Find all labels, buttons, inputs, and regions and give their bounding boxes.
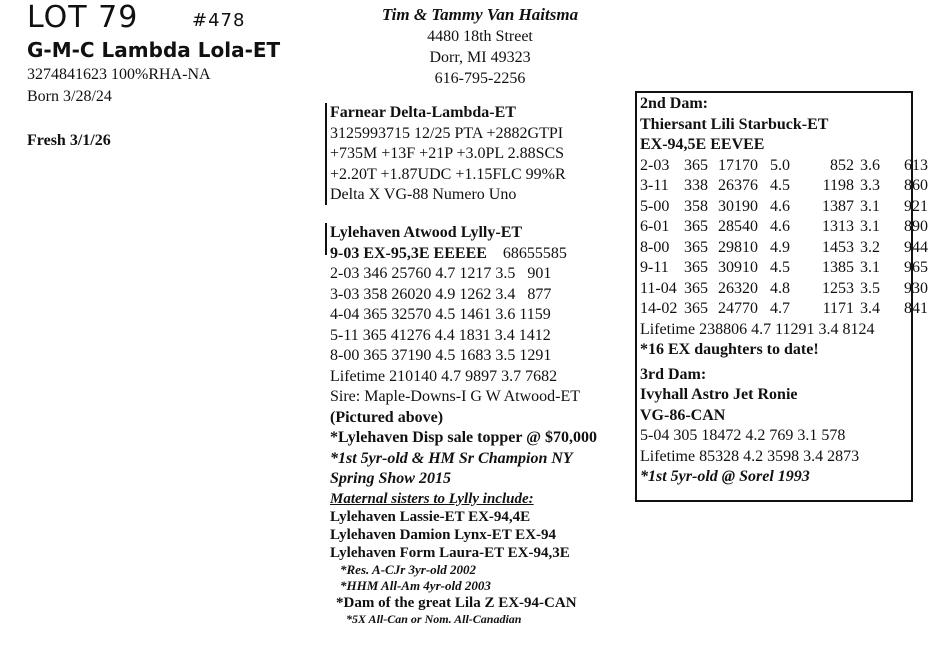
dam-champion-line: Spring Show 2015 — [330, 470, 451, 487]
third-dam-lifetime: Lifetime 85328 4.2 3598 3.4 2873 — [640, 447, 860, 465]
record-cell: 1385 — [822, 259, 854, 276]
lot-label: LOT 79 — [27, 0, 139, 35]
second-dam-heading: 2nd Dam: — [640, 95, 709, 112]
record-cell: 365 — [684, 238, 708, 256]
sister-item: Lylehaven Form Laura-ET EX-94,3E — [330, 544, 570, 561]
owner-phone: 616-795-2256 — [434, 70, 526, 87]
record-cell: 11-04 — [640, 279, 677, 297]
sire-bracket-line — [325, 103, 327, 205]
record-cell: 28540 — [718, 218, 758, 235]
dam-pictured: (Pictured above) — [330, 408, 444, 426]
dam-record: 3-03 358 26020 4.9 1262 3.4 877 — [330, 285, 552, 303]
record-cell: 613 — [904, 156, 928, 174]
record-cell: 365 — [684, 300, 708, 317]
record-cell: 30910 — [718, 259, 758, 276]
second-dam-record — [640, 197, 928, 218]
sister-item: Lylehaven Lassie-ET EX-94,4E — [330, 508, 531, 525]
record-cell: 8-00 — [640, 238, 670, 256]
second-dam-records — [640, 156, 928, 320]
record-cell: 921 — [904, 197, 928, 215]
record-cell: 1313 — [822, 218, 854, 235]
third-dam-classification: VG-86-CAN — [640, 406, 726, 424]
record-cell: 3.1 — [860, 259, 880, 276]
record-cell: 365 — [684, 279, 708, 297]
sire-block — [330, 103, 566, 206]
record-cell: 14-02 — [640, 300, 678, 317]
registration-line: 3274841623 100%RHA-NA — [27, 66, 211, 83]
sister-item: Lylehaven Damion Lynx-ET EX-94 — [330, 526, 557, 543]
dam-bracket-line — [325, 223, 327, 255]
owner-address2: Dorr, MI 49323 — [429, 49, 531, 66]
lot-number: #478 — [192, 10, 246, 31]
record-cell: 860 — [904, 177, 928, 194]
record-cell: 890 — [904, 218, 928, 235]
second-dam-name: Thiersant Lili Starbuck-ET — [640, 115, 829, 133]
second-dam-note: *16 EX daughters to date! — [640, 341, 819, 358]
second-dam-lifetime: Lifetime 238806 4.7 11291 3.4 8124 — [640, 320, 875, 338]
record-cell: 17170 — [718, 156, 758, 174]
record-cell: 358 — [684, 197, 708, 215]
dam-reg-number: 68655585 — [502, 244, 567, 262]
second-dam-record — [640, 217, 928, 238]
dam-record: 4-04 365 32570 4.5 1461 3.6 1159 — [330, 306, 551, 323]
owner-name: Tim & Tammy Van Haitsma — [381, 5, 579, 24]
record-cell: 1198 — [822, 177, 854, 194]
record-cell: 4.9 — [770, 238, 790, 256]
record-cell: 365 — [684, 218, 708, 235]
second-dam-record — [640, 156, 928, 177]
dam-name: Lylehaven Atwood Lylly-ET — [330, 224, 523, 241]
second-dam-record — [640, 238, 928, 259]
dam-record: 2-03 346 25760 4.7 1217 3.5 901 — [330, 265, 552, 282]
cow-name: G-M-C Lambda Lola-ET — [27, 38, 281, 62]
record-cell: 3.6 — [860, 156, 880, 174]
dam-of-line: *Dam of the great Lila Z EX-94-CAN — [336, 594, 577, 611]
dam-classification: 9-03 EX-95,3E EEEEE — [330, 244, 487, 262]
sister-note: *Res. A-CJr 3yr-old 2002 — [340, 561, 477, 577]
second-dam-record — [640, 176, 928, 197]
dam-sire-line: Sire: Maple-Downs-I G W Atwood-ET — [330, 388, 581, 405]
second-dam-record — [640, 299, 928, 320]
record-cell: 365 — [684, 156, 708, 174]
dam-classification-row — [330, 244, 597, 265]
record-cell: 5-00 — [640, 197, 670, 215]
record-cell: 9-11 — [640, 259, 669, 276]
record-cell: 3.3 — [860, 177, 880, 194]
record-cell: 2-03 — [640, 156, 670, 174]
record-cell: 841 — [904, 300, 928, 317]
sire-line: +2.20T +1.87UDC +1.15FLC 99%R — [330, 165, 566, 183]
record-cell: 1253 — [822, 279, 854, 297]
third-dam-name: Ivyhall Astro Jet Ronie — [640, 386, 798, 403]
record-cell: 1171 — [822, 300, 854, 317]
sister-note: *HHM All-Am 4yr-old 2003 — [340, 577, 491, 593]
record-cell: 930 — [904, 279, 928, 297]
sire-line: Delta X VG-88 Numero Uno — [330, 186, 517, 203]
third-dam-heading: 3rd Dam: — [640, 365, 707, 383]
sire-name: Farnear Delta-Lambda-ET — [330, 104, 516, 121]
dam-sale-topper: *Lylehaven Disp sale topper @ $70,000 — [330, 429, 598, 446]
third-dam-note: *1st 5yr-old @ Sorel 1993 — [640, 468, 810, 485]
record-cell: 944 — [904, 238, 928, 256]
record-cell: 1453 — [822, 238, 854, 256]
born-date: Born 3/28/24 — [27, 88, 112, 105]
second-dam-classification: EX-94,5E EEVEE — [640, 136, 765, 153]
dam-record: 8-00 365 37190 4.5 1683 3.5 1291 — [330, 347, 552, 364]
record-cell: 4.5 — [770, 177, 790, 194]
record-cell: 3-11 — [640, 177, 669, 194]
record-cell: 338 — [684, 177, 708, 194]
dam-of-note: *5X All-Can or Nom. All-Canadian — [346, 611, 522, 626]
record-cell: 3.1 — [860, 218, 880, 235]
fresh-date: Fresh 3/1/26 — [27, 132, 111, 149]
record-cell: 965 — [904, 259, 928, 276]
record-cell: 4.7 — [770, 300, 790, 317]
sisters-heading: Maternal sisters to Lylly include: — [330, 490, 534, 507]
record-cell: 3.4 — [860, 300, 880, 317]
record-cell: 3.1 — [860, 197, 880, 215]
second-dam-record — [640, 279, 928, 300]
owner-block — [320, 4, 640, 89]
record-cell: 26376 — [718, 177, 758, 194]
record-cell: 3.2 — [860, 238, 880, 256]
record-cell: 24770 — [718, 300, 758, 317]
owner-address1: 4480 18th Street — [427, 28, 533, 45]
dam-block — [330, 223, 597, 627]
dam-lifetime: Lifetime 210140 4.7 9897 3.7 7682 — [330, 367, 558, 385]
sire-line: +735M +13F +21P +3.0PL 2.88SCS — [330, 145, 565, 162]
second-dam-block — [640, 94, 928, 488]
record-cell: 26320 — [718, 279, 758, 297]
dam-record: 5-11 365 41276 4.4 1831 3.4 1412 — [330, 326, 551, 344]
record-cell: 30190 — [718, 197, 758, 215]
record-cell: 4.5 — [770, 259, 790, 276]
second-dam-record — [640, 258, 928, 279]
record-cell: 3.5 — [860, 279, 880, 297]
record-cell: 5.0 — [770, 156, 790, 174]
record-cell: 852 — [830, 156, 854, 174]
record-cell: 1387 — [822, 197, 854, 215]
dam-champion-line: *1st 5yr-old & HM Sr Champion NY — [330, 449, 573, 467]
third-dam-record: 5-04 305 18472 4.2 769 3.1 578 — [640, 427, 846, 444]
record-cell: 4.8 — [770, 279, 790, 297]
record-cell: 6-01 — [640, 218, 670, 235]
sire-line: 3125993715 12/25 PTA +2882GTPI — [330, 124, 564, 142]
record-cell: 29810 — [718, 238, 758, 256]
record-cell: 4.6 — [770, 218, 790, 235]
record-cell: 365 — [684, 259, 708, 276]
record-cell: 4.6 — [770, 197, 790, 215]
